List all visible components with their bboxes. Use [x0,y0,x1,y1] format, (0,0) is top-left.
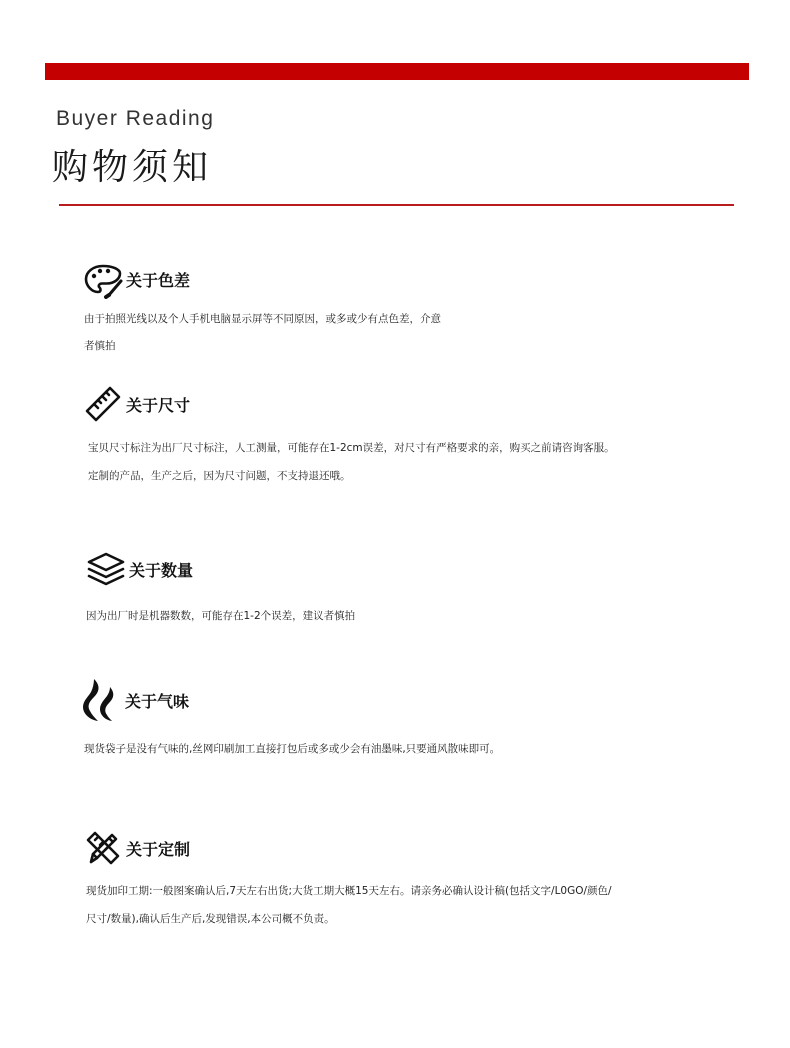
top-accent-bar [45,63,749,80]
title-divider [59,204,734,206]
section-text-line: 现货加印工期:一般图案确认后,7天左右出货;大货工期大概15天左右。请亲务必确认设计稿(包括文字/L0GO/颜色/ [86,885,612,897]
page-title: 购物须知 [52,147,213,188]
section-heading: 关于定制 [126,839,191,859]
palette-icon [83,259,123,299]
flame-icon [80,677,122,723]
page-subtitle: Buyer Reading [56,107,215,130]
section-heading: 关于气味 [125,691,190,711]
section-text-line: 现货袋子是没有气味的,丝网印刷加工直接打包后或多或少会有油墨味,只要通风散味即可。 [84,743,501,755]
section-text-line: 定制的产品，生产之后，因为尺寸问题，不支持退还哦。 [88,470,351,482]
ruler-icon [83,384,123,424]
pencil-ruler-icon [83,828,123,868]
section-text-line: 因为出厂时是机器数数，可能存在1-2个误差，建议者慎拍 [86,610,356,622]
section-text-line: 者慎拍 [84,340,116,352]
section-text-line: 由于拍照光线以及个人手机电脑显示屏等不同原因，或多或少有点色差，介意 [84,313,441,325]
layers-icon [86,549,126,589]
section-heading: 关于尺寸 [126,395,191,415]
section-text-line: 宝贝尺寸标注为出厂尺寸标注，人工测量，可能存在1-2cm误差，对尺寸有严格要求的亲，购买之前请咨询客服。 [88,442,615,454]
section-heading: 关于色差 [126,270,191,290]
section-heading: 关于数量 [129,560,194,580]
section-text-line: 尺寸/数量),确认后生产后,发现错误,本公司概不负责。 [86,913,335,925]
